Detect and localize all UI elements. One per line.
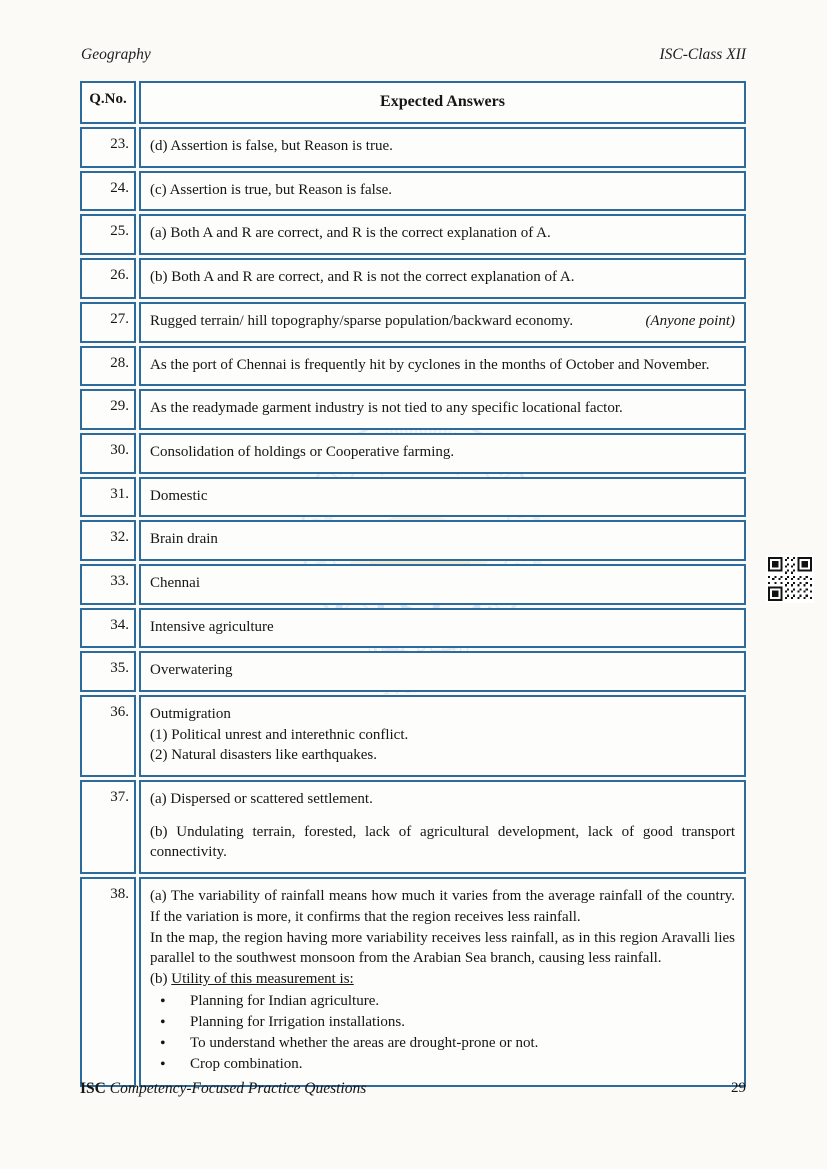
answer-text: (a) Dispersed or scattered settlement. <box>150 791 373 808</box>
table-row <box>80 214 746 255</box>
answer-text: (2) Natural disasters like earthquakes. <box>150 747 377 764</box>
answer-cell <box>139 877 746 1087</box>
table-row <box>80 564 746 605</box>
answer-cell <box>139 346 746 387</box>
question-number: 32. <box>80 520 136 561</box>
question-number: 23. <box>80 127 136 168</box>
question-number: 28. <box>80 346 136 387</box>
table-row <box>80 520 746 561</box>
answer-cell <box>139 695 746 777</box>
table-row <box>80 389 746 430</box>
footer-isc-label: ISC <box>80 1080 106 1097</box>
bullet-list <box>150 991 735 1076</box>
marking-note: (Anyone point) <box>645 312 735 329</box>
bullet-item: • Planning for Irrigation installations. <box>150 1012 735 1033</box>
question-number: 25. <box>80 214 136 255</box>
answer-lead: (b) <box>150 970 172 987</box>
question-number: 26. <box>80 258 136 299</box>
answer-cell <box>139 389 746 430</box>
table-row <box>80 608 746 649</box>
question-number: 31. <box>80 477 136 518</box>
page-number: 29 <box>731 1080 746 1096</box>
answer-text: As the port of Chennai is frequently hit by cyclones in the months of October and November. <box>150 356 710 373</box>
question-number: 29. <box>80 389 136 430</box>
answers-column-header: Expected Answers <box>139 81 746 124</box>
answer-cell <box>139 171 746 212</box>
question-number: 34. <box>80 608 136 649</box>
header-subject: Geography <box>81 46 151 63</box>
question-number: 27. <box>80 302 136 343</box>
answer-text: Domestic <box>150 487 208 504</box>
answer-text-with-note <box>150 311 735 332</box>
table-row <box>80 477 746 518</box>
table-row <box>80 433 746 474</box>
answer-text: Overwatering <box>150 662 233 679</box>
bullet-item: • Planning for Indian agriculture. <box>150 991 735 1012</box>
answer-text: Brain drain <box>150 531 218 548</box>
answer-cell <box>139 564 746 605</box>
table-row <box>80 127 746 168</box>
table-row <box>80 171 746 212</box>
bullet-item: • Crop combination. <box>150 1054 735 1075</box>
answer-text: (a) Both A and R are correct, and R is the correct explanation of A. <box>150 225 551 242</box>
answer-text: As the readymade garment industry is not tied to any specific locational factor. <box>150 400 623 417</box>
answer-text: In the map, the region having more variability receives less rainfall, as in this region Aravalli lies parallel to the southwest monsoon from the Arabian Sea branch, causing less rainfall. <box>150 929 735 967</box>
table-header-row <box>80 81 746 124</box>
answer-text: Intensive agriculture <box>150 618 274 635</box>
footer-series-title <box>80 1080 366 1098</box>
answer-cell <box>139 302 746 343</box>
question-number: 30. <box>80 433 136 474</box>
table-row <box>80 780 746 874</box>
table-row <box>80 651 746 692</box>
underlined-heading: Utility of this measurement is: <box>171 970 354 987</box>
answer-cell <box>139 127 746 168</box>
answer-text: (a) The variability of rainfall means how much it varies from the average rainfall of the country. If the variation is more, it confirms that the region receives less rainfall. <box>150 888 735 925</box>
answer-text: (c) Assertion is true, but Reason is false. <box>150 181 393 198</box>
table-row <box>80 258 746 299</box>
table-row <box>80 346 746 387</box>
answer-cell <box>139 651 746 692</box>
question-number: 36. <box>80 695 136 777</box>
table-row <box>80 877 746 1087</box>
table-row <box>80 302 746 343</box>
page-header <box>81 46 746 64</box>
answer-text: (b) Both A and R are correct, and R is not the correct explanation of A. <box>150 269 575 286</box>
table-body <box>80 127 746 1087</box>
qr-code-icon <box>766 555 814 603</box>
question-number: 35. <box>80 651 136 692</box>
question-number: 33. <box>80 564 136 605</box>
header-course: ISC-Class XII <box>659 46 746 63</box>
answer-text: (1) Political unrest and interethnic conflict. <box>150 726 409 743</box>
answer-cell <box>139 433 746 474</box>
question-number: 37. <box>80 780 136 874</box>
answer-text: (b) Undulating terrain, forested, lack of agricultural development, lack of good transport connectivity. <box>150 823 735 861</box>
answer-text: Chennai <box>150 574 200 591</box>
question-number: 38. <box>80 877 136 1087</box>
qno-column-header: Q.No. <box>80 81 136 124</box>
table-row <box>80 695 746 777</box>
expected-answers-table <box>80 81 746 1090</box>
question-number: 24. <box>80 171 136 212</box>
answer-cell <box>139 214 746 255</box>
answer-text: Consolidation of holdings or Cooperative farming. <box>150 443 455 460</box>
bullet-item: • To understand whether the areas are drought-prone or not. <box>150 1033 735 1054</box>
footer-series-label: Competency-Focused Practice Questions <box>109 1080 367 1097</box>
answer-cell <box>139 780 746 874</box>
answer-cell <box>139 477 746 518</box>
answer-text: Outmigration <box>150 706 231 723</box>
answer-text: (d) Assertion is false, but Reason is true. <box>150 138 393 155</box>
answer-cell <box>139 258 746 299</box>
answer-cell <box>139 520 746 561</box>
answer-text <box>150 969 735 990</box>
answer-cell <box>139 608 746 649</box>
answer-text: Rugged terrain/ hill topography/sparse population/backward economy. <box>150 312 574 329</box>
page-footer <box>80 1080 746 1098</box>
